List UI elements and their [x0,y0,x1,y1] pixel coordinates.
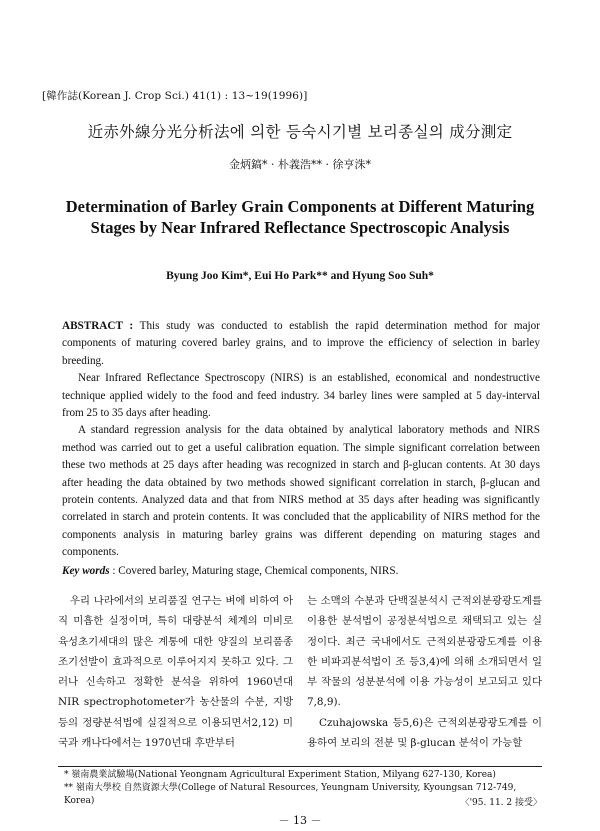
english-title: Determination of Barley Grain Components at Different Maturing Stages by Near Infrared Reflectance Spectroscopic Analysis [65,197,535,237]
keywords-text: : Covered barley, Maturing stage, Chemical components, NIRS. [109,565,399,577]
english-authors: Byung Joo Kim*, Eui Ho Park** and Hyung Soo Suh* [166,270,434,282]
footnote-affiliation-1: * 嶺南農業試驗場(National Yeongnam Agricultural Experiment Station, Milyang 627-130, Korea) [64,770,496,780]
abstract-text-1: This study was conducted to establish the rapid determination method for major components of maturing covered barley grains, and to improve the efficiency of selection in barley breeding. [62,320,540,367]
body-column-right [307,591,542,753]
abstract-paragraph-1 [62,318,540,370]
abstract-paragraph-2: Near Infrared Reflectance Spectroscopy (NIRS) is an established, economical and nondestructive technique applied widely to the food and feed industry. 34 barley lines were sampled at 5 day-interval from 25 to 35 days after heading. [62,372,540,420]
journal-citation: [韓作誌(Korean J. Crop Sci.) 41(1) : 13~19(1996)] [42,90,308,102]
body-column-left [58,591,293,753]
body-left-paragraph: 우리 나라에서의 보리품질 연구는 벼에 비하여 아직 미흡한 실정이며, 특히 대량분석 체계의 미비로 육성초기세대의 많은 계통에 대한 양질의 보리품종 조기선발이 효과적으로 이루어지지 못하고 있다. 그러나 신속하고 정확한 분석을 위하여 1960년대 NIR spectrophotometer가 농산물의 수분, 지방 등의 정량분석법에 실질적으로 이용되면서2,12) 미국과 캐나다에서는 1970년대 후반부터 [58,595,293,750]
footnote-affiliation-2: ** 嶺南大學校 自然資源大學(College of Natural Resources, Yeungnam University, Kyoungsan 712-749, Korea) [64,783,517,806]
footnote-divider [58,766,542,767]
abstract-paragraph-3: A standard regression analysis for the data obtained by analytical laboratory methods and NIRS method was carried out to get a useful calibration equation. The simple significant correlation between these two methods at 25 days after heading was recognized in starch and β-glucan contents. At 30 days after heading the data obtained by two methods showed significant correlation in starch, β-glucan and protein contents. Analyzed data and that from NIRS method at 35 days after heading was significantly correlated in starch and protein contents. It was concluded that the applicability of NIRS method for the components analysis in maturing barley grains was different depending on maturing stages and components. [62,424,540,559]
abstract [62,318,540,562]
korean-authors: 金炳鎬* · 朴義浩** · 徐亨洙* [229,158,371,171]
body-right-paragraph-1: 는 소맥의 수분과 단백질분석시 근적외분광광도계를 이용한 분석법이 공정분석법으로 채택되고 있는 실정이다. 최근 국내에서도 근적외분광광도계를 이용한 비파괴분석법이 조 등3,4)에 의해 소개되면서 일부 작물의 성분분석에 이용 가능성이 보고되고 있다7,8,9). [307,595,542,709]
body-right-paragraph-2: Czuhajowska 등5,6)은 근적외분광광도계를 이용하여 보리의 전분 및 β-glucan 분석이 가능할 [307,716,542,750]
korean-title: 近赤外線分光分析法에 의한 등숙시기별 보리종실의 成分測定 [87,123,513,141]
abstract-label: ABSTRACT : [62,320,134,332]
page-number: － 13 － [278,814,322,827]
keywords-label: Key words [62,565,110,577]
received-date: 〈'95. 11. 2 接受〉 [460,798,542,808]
keywords [62,565,540,577]
